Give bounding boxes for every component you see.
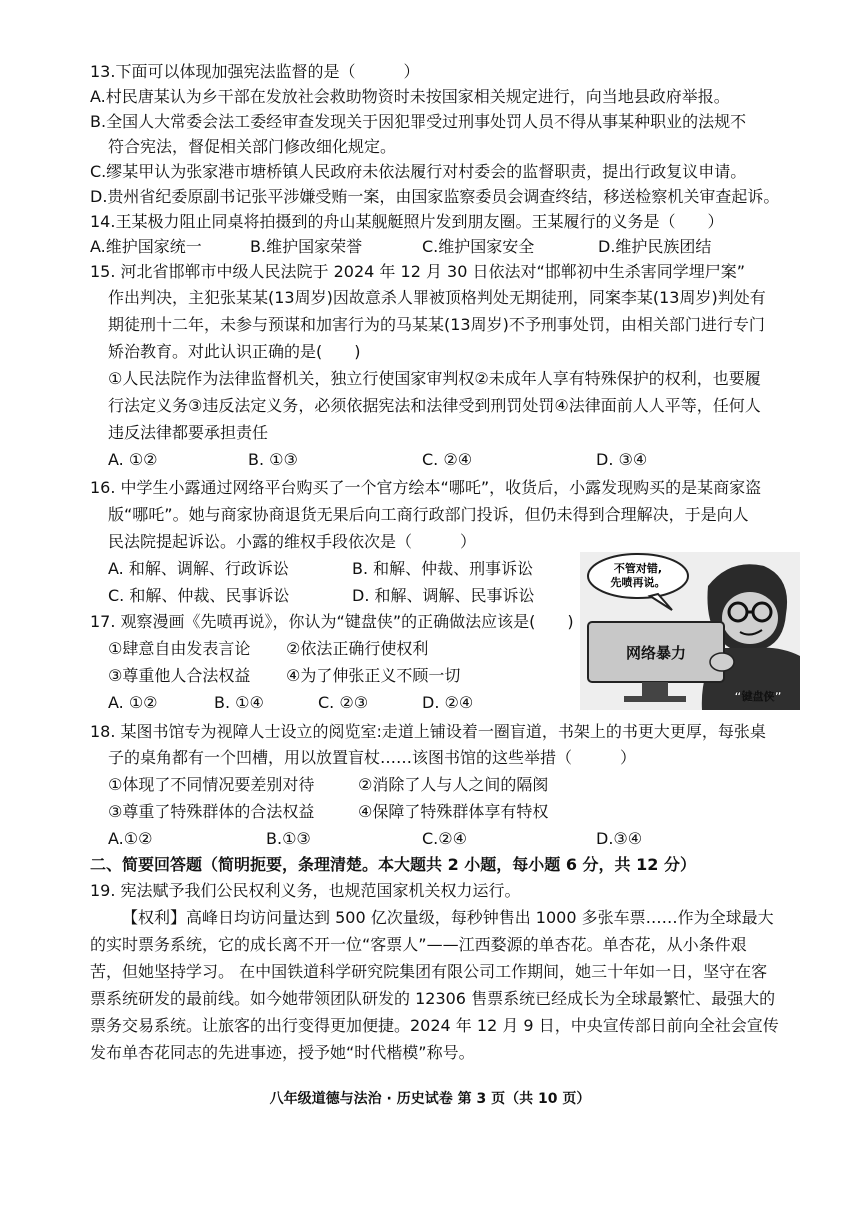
q17-statement-2: ②依法正确行使权利 bbox=[286, 639, 429, 658]
bubble-text-1: 不管对错, bbox=[613, 562, 663, 575]
q18-option-c: C.②④ bbox=[422, 829, 467, 848]
q16-line-3: 民法院提起诉讼。小露的维权手段依次是（ ） bbox=[108, 532, 477, 551]
keyboard-warrior-cartoon bbox=[580, 552, 800, 710]
q14-option-b: B.维护国家荣誉 bbox=[250, 237, 363, 256]
q13-option-b-cont: 符合宪法，督促相关部门修改细化规定。 bbox=[108, 137, 397, 156]
q17-stem: 17. 观察漫画《先喷再说》，你认为“键盘侠”的正确做法应该是( ) bbox=[90, 612, 574, 631]
q13-option-c: C.缪某甲认为张家港市塘桥镇人民政府未依法履行对村委会的监督职责，提出行政复议申请。 bbox=[90, 162, 747, 181]
q18-line-1: 18. 某图书馆专为视障人士设立的阅览室:走道上铺设着一圈盲道，书架上的书更大更厚，每张桌 bbox=[90, 722, 766, 741]
screen-text: 网络暴力 bbox=[625, 644, 687, 662]
q18-line-2: 子的桌角都有一个凹槽，用以放置盲杖……该图书馆的这些举措（ ） bbox=[108, 748, 637, 767]
q18-option-a: A.①② bbox=[108, 829, 153, 848]
q15-option-a: A. ①② bbox=[108, 450, 158, 469]
q16-option-a: A. 和解、调解、行政诉讼 bbox=[108, 559, 289, 578]
q15-line-4: 矫治教育。对此认识正确的是( ) bbox=[108, 342, 361, 361]
q17-option-b: B. ①④ bbox=[214, 693, 264, 712]
q17-statement-3: ③尊重他人合法权益 bbox=[108, 666, 251, 685]
q17-option-d: D. ②④ bbox=[422, 693, 474, 712]
q15-option-b: B. ①③ bbox=[248, 450, 298, 469]
q19-para-line-3: 苦，但她坚持学习。 在中国铁道科学研究院集团有限公司工作期间，她三十年如一日，坚守在客 bbox=[90, 962, 768, 981]
q15-option-d: D. ③④ bbox=[596, 450, 648, 469]
q17-option-c: C. ②③ bbox=[318, 693, 369, 712]
q13-option-b: B.全国人大常委会法工委经审查发现关于因犯罪受过刑事处罚人员不得从事某种职业的法规不 bbox=[90, 112, 747, 131]
q16-option-c: C. 和解、仲裁、民事诉讼 bbox=[108, 586, 290, 605]
q15-option-c: C. ②④ bbox=[422, 450, 473, 469]
q16-option-b: B. 和解、仲裁、刑事诉讼 bbox=[352, 559, 534, 578]
page-footer: 八年级道德与法治 · 历史试卷 第 3 页（共 10 页） bbox=[269, 1091, 591, 1107]
q13-option-a: A.村民唐某认为乡干部在发放社会救助物资时未按国家相关规定进行，向当地县政府举报。 bbox=[90, 87, 730, 106]
q15-statement-3: 违反法律都要承担责任 bbox=[108, 423, 269, 442]
q19-para-line-6: 发布单杏花同志的先进事迹，授予她“时代楷模”称号。 bbox=[90, 1043, 475, 1062]
q13-stem: 13.下面可以体现加强宪法监督的是（ ） bbox=[90, 62, 420, 81]
q19-para-line-1: 【权利】高峰日均访问量达到 500 亿次量级，每秒钟售出 1000 多张车票……作为全球最大 bbox=[122, 908, 774, 927]
q19-para-line-2: 的实时票务系统，它的成长离不开一位“客票人”——江西婺源的单杏花。单杏花，从小条件艰 bbox=[90, 935, 747, 954]
q15-line-1: 15. 河北省邯郸市中级人民法院于 2024 年 12 月 30 日依法对“邯郸初中生杀害同学埋尸案” bbox=[90, 262, 746, 281]
q15-statement-1: ①人民法院作为法律监督机关，独立行使国家审判权②未成年人享有特殊保护的权利，也要履 bbox=[108, 369, 761, 388]
q19-para-line-4: 票系统研发的最前线。如今她带领团队研发的 12306 售票系统已经成长为全球最繁忙、最强大的 bbox=[90, 989, 776, 1008]
q19-stem: 19. 宪法赋予我们公民权利义务，也规范国家机关权力运行。 bbox=[90, 881, 521, 900]
q14-stem: 14.王某极力阻止同桌将拍摄到的舟山某舰艇照片发到朋友圈。王某履行的义务是（ ） bbox=[90, 212, 724, 231]
q18-statement-3: ③尊重了特殊群体的合法权益 bbox=[108, 802, 315, 821]
q15-line-3: 期徒刑十二年，未参与预谋和加害行为的马某某(13周岁)不予刑事处罚，由相关部门进行专门 bbox=[108, 315, 765, 334]
q15-statement-2: 行法定义务③违反法定义务，必须依据宪法和法律受到刑罚处罚④法律面前人人平等，任何人 bbox=[108, 396, 761, 415]
q14-option-c: C.维护国家安全 bbox=[422, 237, 535, 256]
q16-option-d: D. 和解、调解、民事诉讼 bbox=[352, 586, 535, 605]
q18-statement-1: ①体现了不同情况要差别对待 bbox=[108, 775, 315, 794]
q16-line-1: 16. 中学生小露通过网络平台购买了一个官方绘本“哪吒”，收货后，小露发现购买的是某商家盗 bbox=[90, 478, 762, 497]
q14-option-d: D.维护民族团结 bbox=[598, 237, 712, 256]
q18-statement-4: ④保障了特殊群体享有特权 bbox=[358, 802, 549, 821]
q18-option-d: D.③④ bbox=[596, 829, 643, 848]
q13-option-d: D.贵州省纪委原副书记张平涉嫌受贿一案，由国家监察委员会调查终结，移送检察机关审查起诉。 bbox=[90, 187, 780, 206]
keyboard-warrior-label: “键盘侠” bbox=[734, 690, 782, 703]
q17-option-a: A. ①② bbox=[108, 693, 158, 712]
q16-line-2: 版“哪吒”。她与商家协商退货无果后向工商行政部门投诉，但仍未得到合理解决，于是向人 bbox=[108, 505, 749, 524]
q17-statement-4: ④为了伸张正义不顾一切 bbox=[286, 666, 461, 685]
bubble-text-2: 先喷再说。 bbox=[610, 576, 666, 589]
q17-statement-1: ①肆意自由发表言论 bbox=[108, 639, 251, 658]
q15-line-2: 作出判决，主犯张某某(13周岁)因故意杀人罪被顶格判处无期徒刑，同案李某(13周岁)判处有 bbox=[108, 288, 766, 307]
q18-statement-2: ②消除了人与人之间的隔阂 bbox=[358, 775, 549, 794]
q14-option-a: A.维护国家统一 bbox=[90, 237, 202, 256]
q19-para-line-5: 票务交易系统。让旅客的出行变得更加便捷。2024 年 12 月 9 日，中央宣传部日前向全社会宣传 bbox=[90, 1016, 779, 1035]
q18-option-b: B.①③ bbox=[266, 829, 311, 848]
section2-heading: 二、简要回答题（简明扼要，条理清楚。本大题共 2 小题，每小题 6 分，共 12 分） bbox=[90, 855, 696, 874]
